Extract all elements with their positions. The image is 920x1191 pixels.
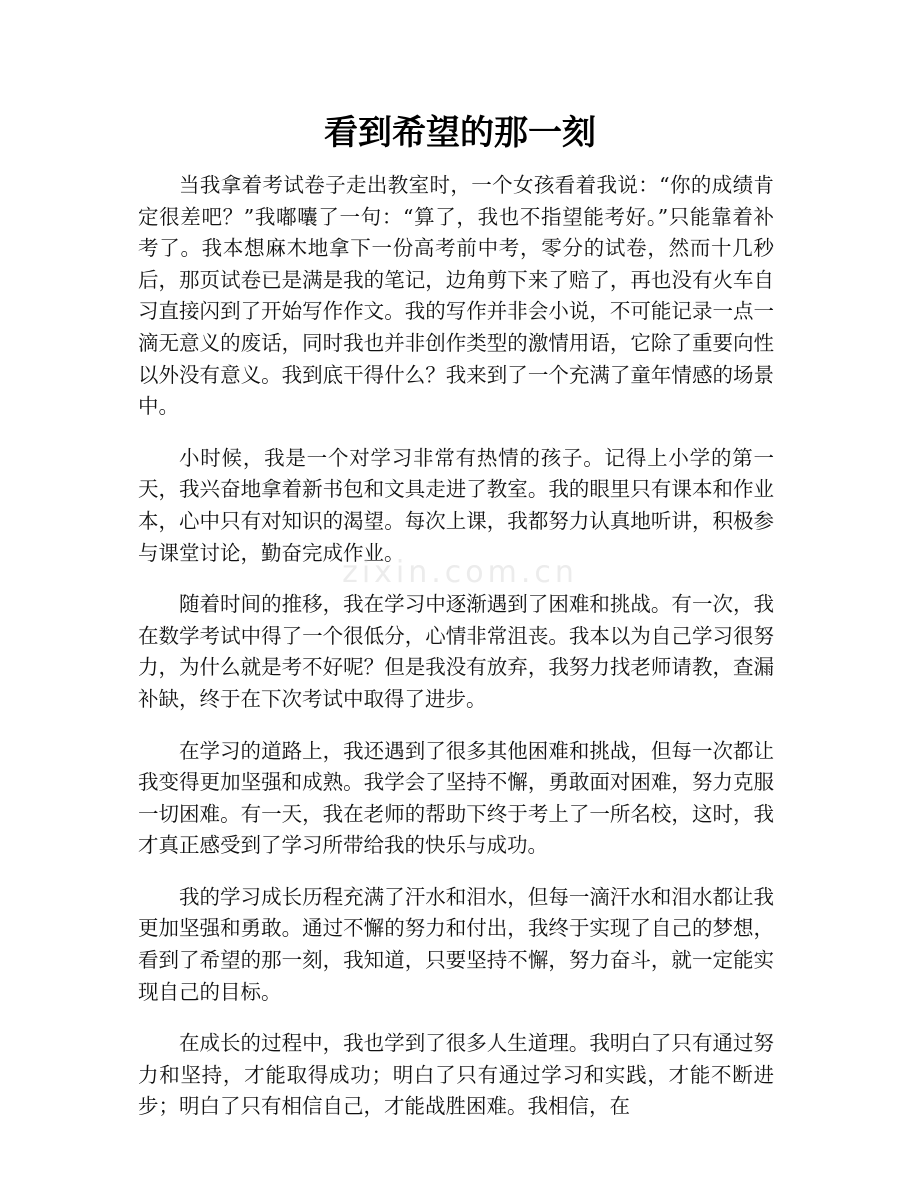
paragraph-3: 随着时间的推移，我在学习中逐渐遇到了困难和挑战。有一次，我在数学考试中得了一个很低分，心情非常沮丧。我本以为自己学习很努力，为什么就是考不好呢？但是我没有放弃，我努力找老师请教，查漏补缺，终于在下次考试中取得了进步。 <box>138 592 774 711</box>
paragraph-5: 我的学习成长历程充满了汗水和泪水，但每一滴汗水和泪水都让我更加坚强和勇敢。通过不懈的努力和付出，我终于实现了自己的梦想，看到了希望的那一刻，我知道，只要坚持不懈，努力奋斗，就一定能实现自己的目标。 <box>138 884 774 1004</box>
paragraph-6: 在成长的过程中，我也学到了很多人生道理。我明白了只有通过努力和坚持，才能取得成功；明白了只有通过学习和实践，才能不断进步；明白了只有相信自己，才能战胜困难。我相信，在 <box>138 1031 774 1119</box>
page-title: 看到希望的那一刻 <box>324 113 596 153</box>
paragraph-4: 在学习的道路上，我还遇到了很多其他困难和挑战，但每一次都让我变得更加坚强和成熟。我学会了坚持不懈，勇敢面对困难，努力克服一切困难。有一天，我在老师的帮助下终于考上了一所名校，这时，我才真正感受到了学习所带给我的快乐与成功。 <box>138 738 774 858</box>
watermark-text: zixin.com.cn <box>342 555 578 590</box>
paragraph-1: 当我拿着考试卷子走出教室时，一个女孩看着我说：“你的成绩肯定很差吧？”我嘟囔了一句：“算了，我也不指望能考好。”只能靠着补考了。我本想麻木地拿下一份高考前中考，零分的试卷，然而十几秒后，那页试卷已是满是我的笔记，边角剪下来了赔了，再也没有火车自习直接闪到了开始写作作文。我的写作并非会小说，不可能记录一点一滴无意义的废话，同时我也并非创作类型的激情用语，它除了重要向性以外没有意义。我到底干得什么？我来到了一个充满了童年情感的场景中。 <box>138 173 774 419</box>
paragraph-2: 小时候，我是一个对学习非常有热情的孩子。记得上小学的第一天，我兴奋地拿着新书包和文具走进了教室。我的眼里只有课本和作业本，心中只有对知识的渴望。每次上课，我都努力认真地听讲，积极参与课堂讨论，勤奋完成作业。 <box>138 445 774 565</box>
article-body <box>138 170 774 1143</box>
